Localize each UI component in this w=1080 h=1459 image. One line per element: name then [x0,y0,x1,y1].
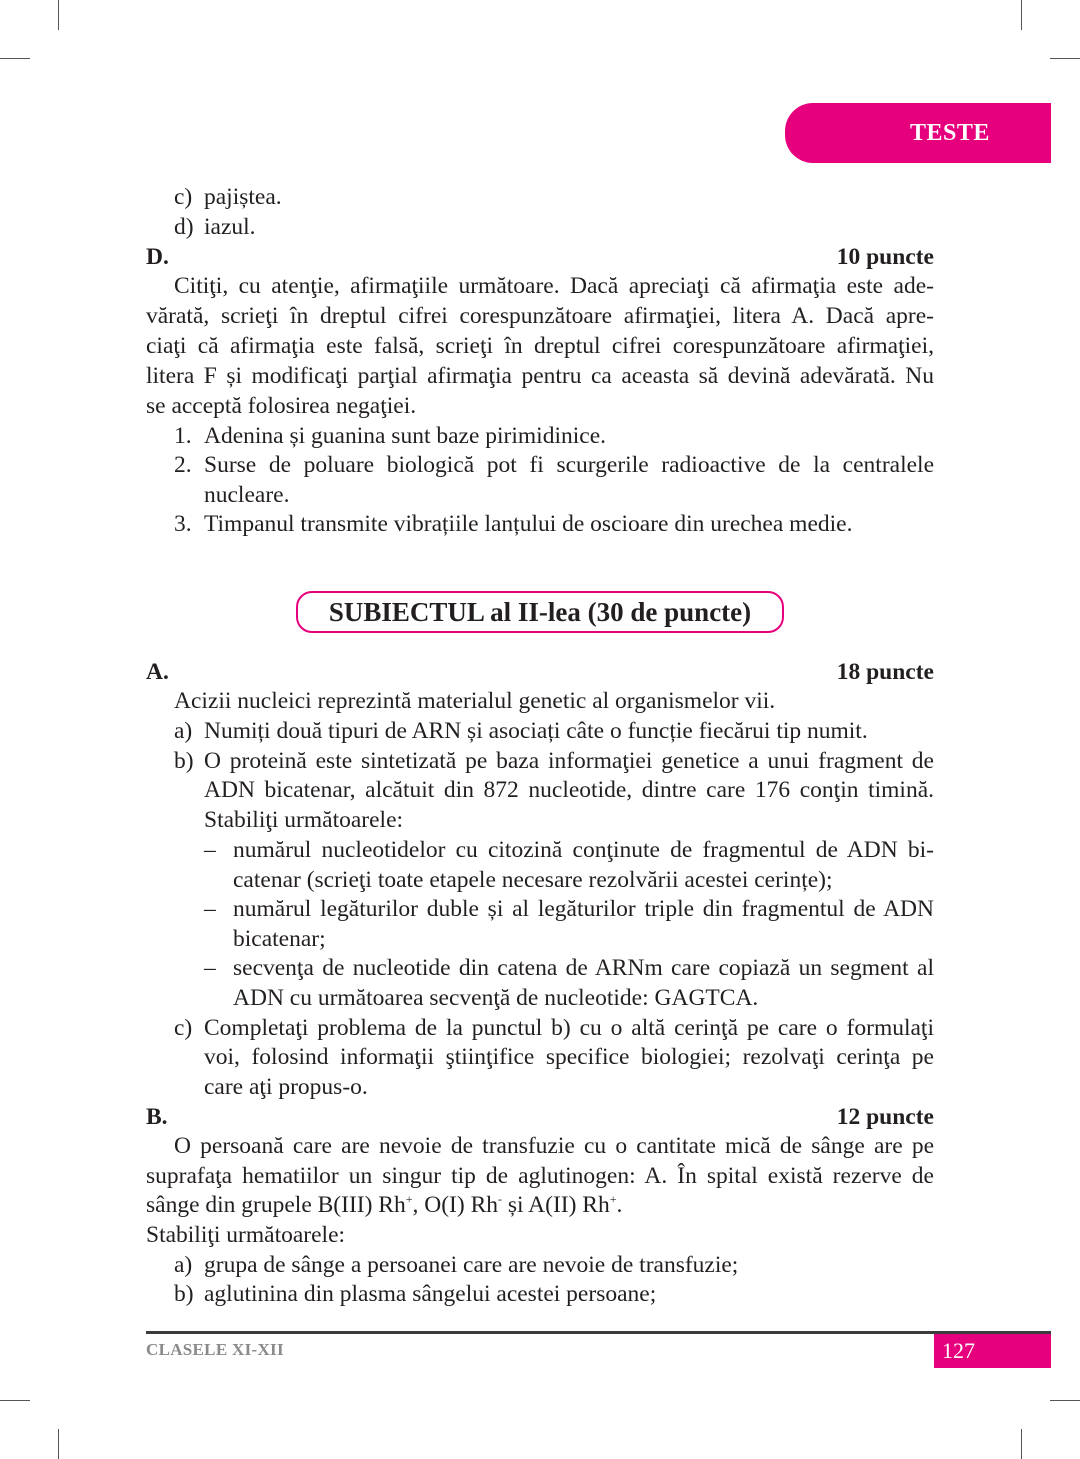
question-text: grupa de sânge a persoanei care are nevoie de transfuzie; [204,1252,739,1278]
paragraph-line: Acizii nucleici reprezintă materialul genetic al organismelor vii. [174,688,776,714]
question-text: ADN bicatenar, alcătuit din 872 nucleotide, dintre care 176 conţin timină. [204,777,934,803]
page-number: 127 [934,1334,1051,1368]
section-letter: B. [146,1104,168,1130]
question-text: Completaţi problema de la punctul b) cu o altă cerinţă pe care o formulaţi [204,1015,934,1041]
paragraph-line: Stabiliţi următoarele: [146,1222,346,1248]
paragraph-line: litera F și modificaţi parţial afirmaţia pentru ca aceasta să devină adevărată. Nu [146,363,934,389]
crop-mark [1021,0,1022,30]
question-text: Stabiliţi următoarele: [204,807,404,833]
statement-text: nucleare. [204,482,290,508]
item-label: c) [174,1015,193,1041]
crop-mark [0,1400,30,1401]
subquestion-text: secvenţa de nucleotide din catena de ARNm care copiază un segment al [233,955,934,981]
statement-number: 1. [174,423,192,449]
crop-mark [1050,58,1080,59]
statement-text: Adenina și guanina sunt baze pirimidinice. [204,423,607,449]
subquestion-text: numărul nucleotidelor cu citozină conţinute de fragmentul de ADN bi- [233,837,934,863]
dash-bullet: – [204,896,216,922]
crop-mark [1021,1429,1022,1459]
text-segment: . [616,1192,623,1218]
superscript: - [498,1192,503,1206]
answer-option: pajiștea. [204,184,282,210]
paragraph-line: O persoană care are nevoie de transfuzie cu o cantitate mică de sânge are pe [174,1133,934,1159]
superscript: + [609,1192,617,1206]
section-d-header [146,242,934,272]
section-points: 18 puncte [836,659,934,685]
item-label: a) [174,1252,193,1278]
paragraph-line: suprafaţa hematiilor un singur tip de aglutinogen: A. În spital există rezerve de [146,1163,934,1189]
question-text: voi, folosind informaţii ştiinţifice specifice biologiei; rezolvaţi cerinţa pe [204,1044,934,1070]
subquestion-text: bicatenar; [233,926,326,952]
question-text: O proteină este sintetizată pe baza informaţiei genetice a unui fragment de [204,748,934,774]
subquestion-text: catenar (scrieţi toate etapele necesare rezolvării acestei cerințe); [233,867,833,893]
answer-option: iazul. [204,214,256,240]
section-b-header [146,1102,934,1132]
question-text: Numiți două tipuri de ARN și asociați câte o funcție fiecărui tip numit. [204,718,868,744]
text-segment: , O(I) Rh [412,1192,499,1218]
footer-rule [146,1331,1051,1334]
paragraph-line: Citiţi, cu atenţie, afirmaţiile următoare. Dacă apreciaţi că afirmaţia este ade- [174,273,934,299]
section-tab [785,103,1051,163]
item-label: a) [174,718,193,744]
section-points: 12 puncte [836,1104,934,1130]
paragraph-line: se acceptă folosirea negaţiei. [146,393,417,419]
footer-title: CLASELE XI-XII [146,1340,284,1359]
paragraph-line: vărată, scrieţi în dreptul cifrei corespunzătoare afirmaţiei, litera A. Dacă apre- [146,303,934,329]
subquestion-text: ADN cu următoarea secvenţă de nucleotide: GAGTCA. [233,985,759,1011]
crop-mark [1050,1400,1080,1401]
question-text: aglutinina din plasma sângelui acestei persoane; [204,1281,657,1307]
paragraph-line: ciaţi că afirmaţia este falsă, scrieţi în dreptul cifrei corespunzătoare afirmaţiei, [146,333,934,359]
section-points: 10 puncte [836,244,934,270]
item-label: b) [174,748,194,774]
item-label: d) [174,214,194,240]
section-a-header [146,657,934,687]
paragraph-line [146,1190,934,1220]
text-segment: sânge din grupele B(III) Rh [146,1192,406,1218]
item-label: c) [174,184,193,210]
crop-mark [58,1429,59,1459]
crop-mark [0,58,30,59]
statement-text: Timpanul transmite vibrațiile lanțului de oscioare din urechea medie. [204,511,853,537]
statement-number: 3. [174,511,192,537]
dash-bullet: – [204,837,216,863]
crop-mark [58,0,59,30]
statement-text: Surse de poluare biologică pot fi scurgerile radioactive de la centralele [204,452,934,478]
section-letter: A. [146,659,169,685]
section-letter: D. [146,244,169,270]
text-segment: și A(II) Rh [502,1192,610,1218]
superscript: + [405,1192,413,1206]
item-label: b) [174,1281,194,1307]
section-tab-label: TESTE [910,120,990,146]
subject-title: SUBIECTUL al II-lea (30 de puncte) [296,591,784,633]
question-text: care aţi propus-o. [204,1074,368,1100]
subquestion-text: numărul legăturilor duble și al legăturilor triple din fragmentul de ADN [233,896,934,922]
dash-bullet: – [204,955,216,981]
statement-number: 2. [174,452,192,478]
